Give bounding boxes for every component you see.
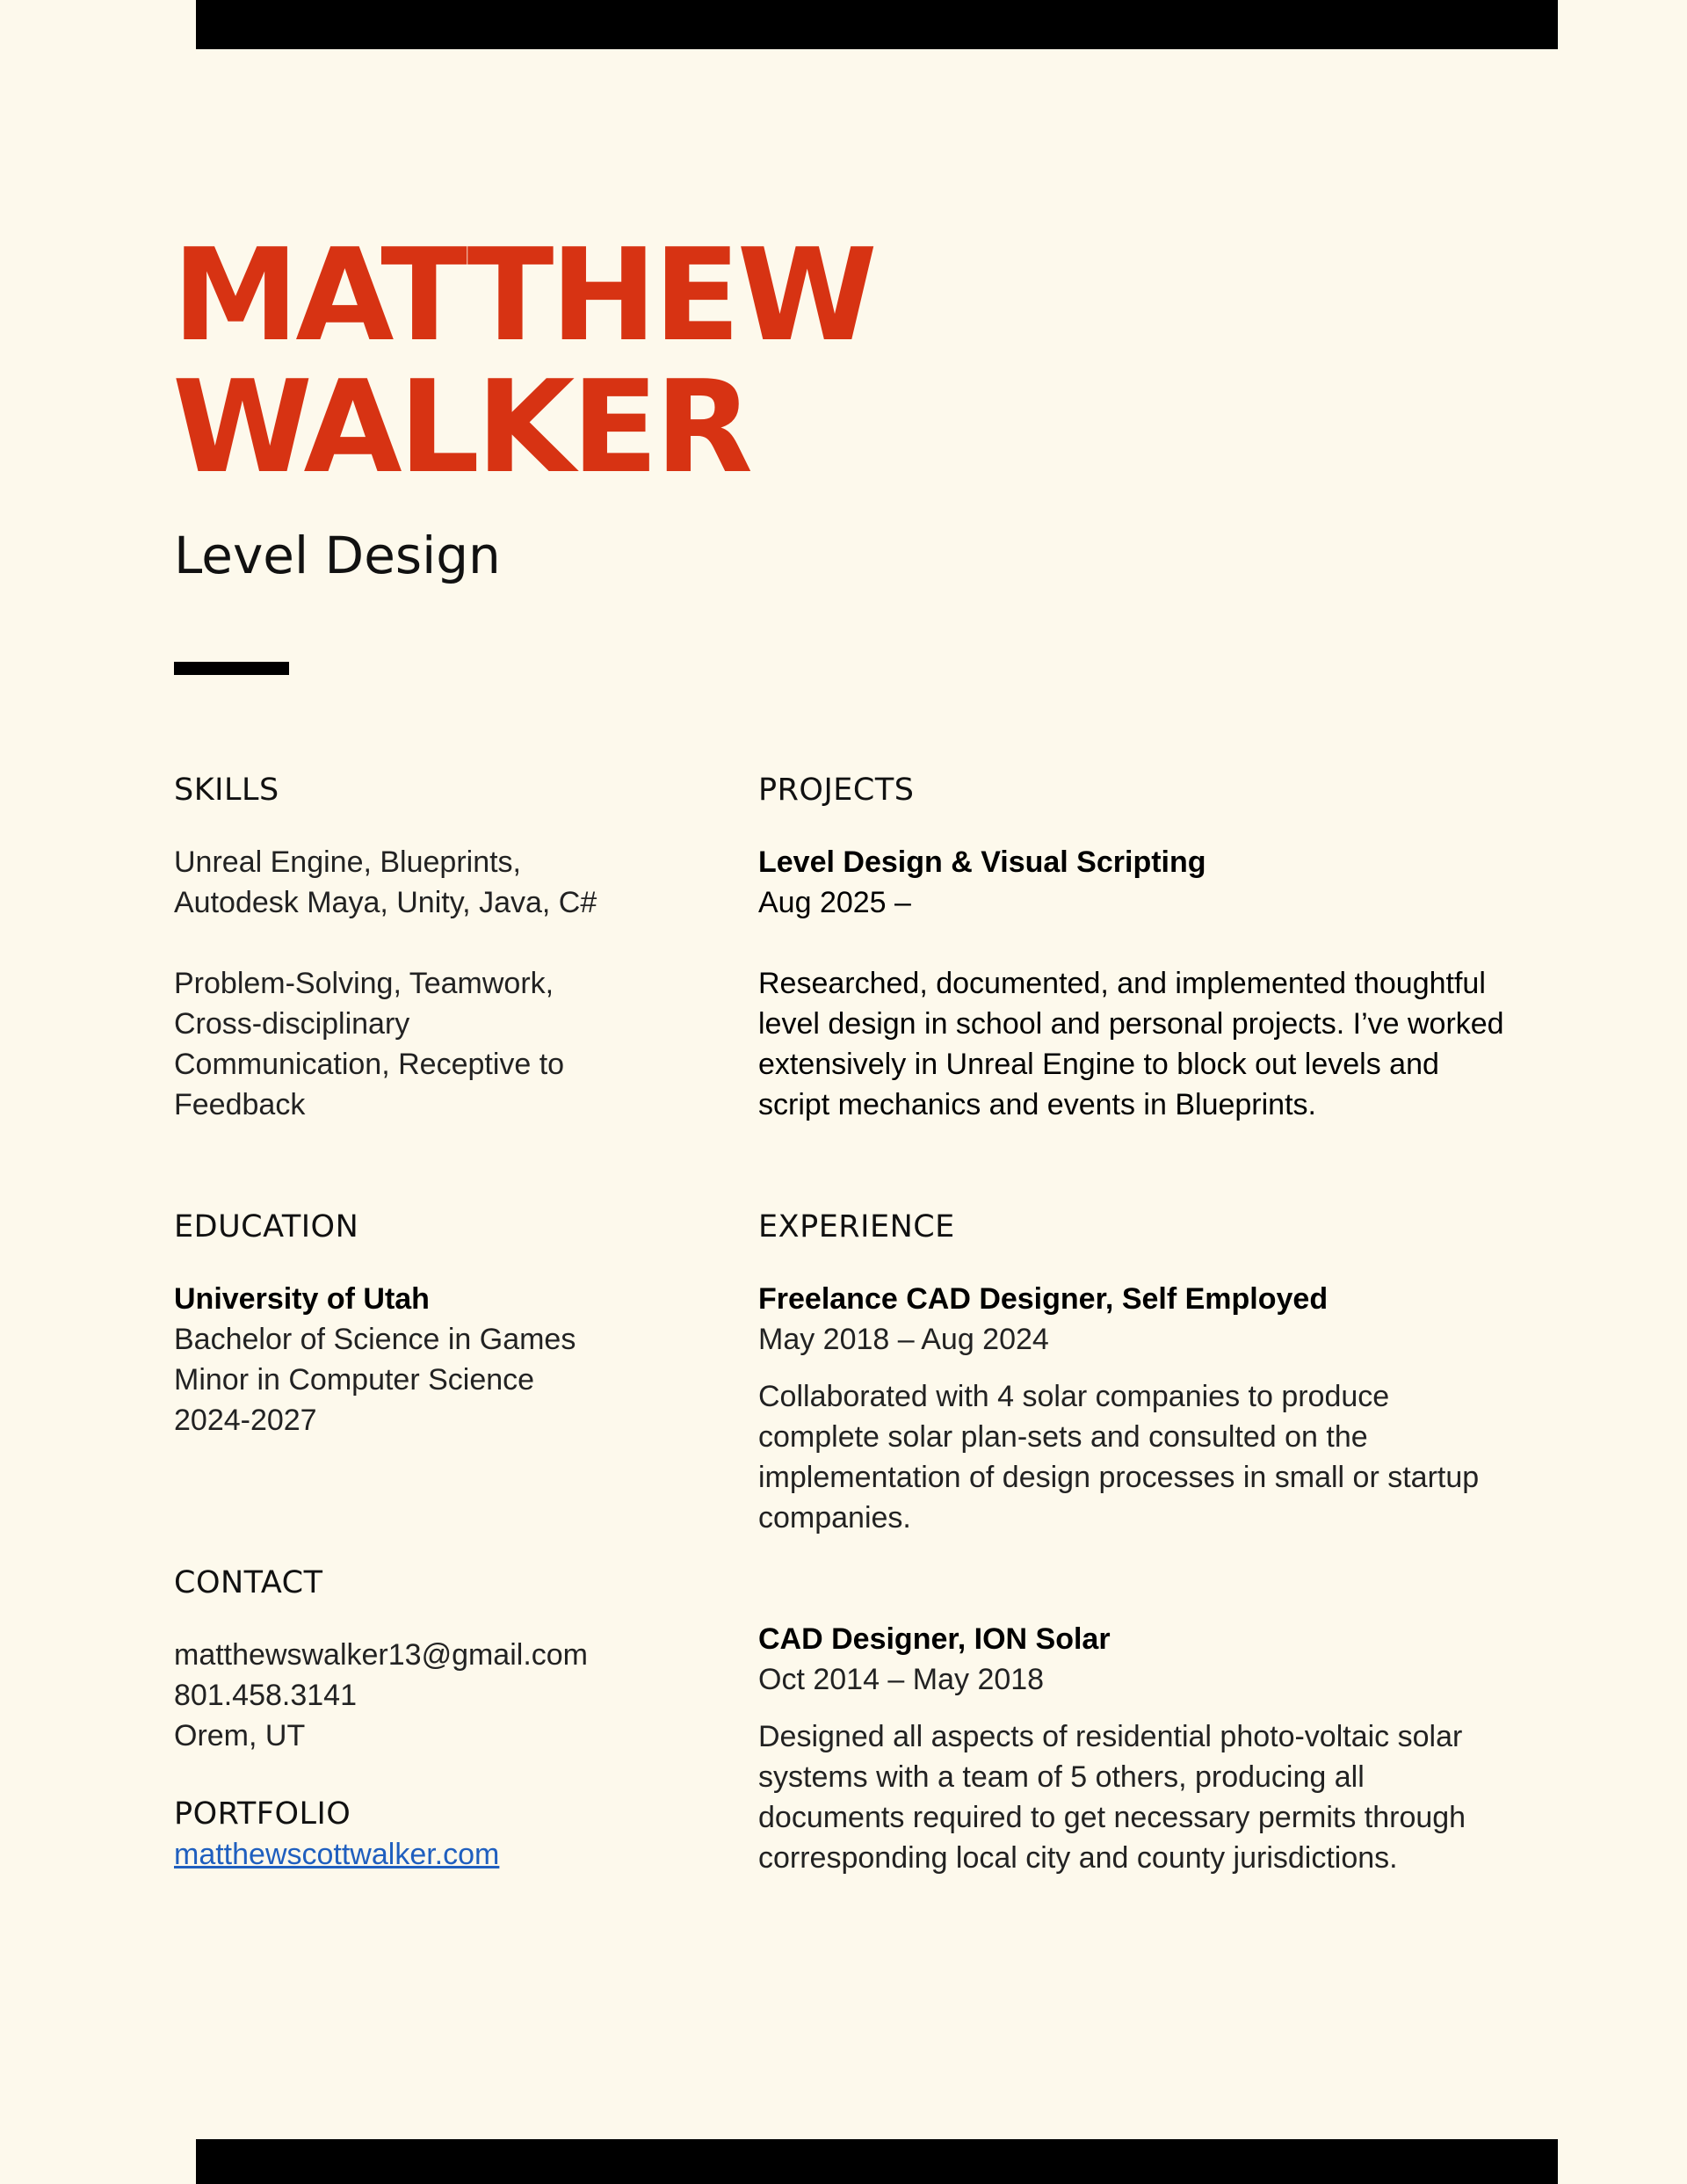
projects-heading: PROJECTS [758, 773, 915, 808]
contact-location: Orem, UT [174, 1719, 306, 1752]
portfolio-heading: PORTFOLIO [174, 1796, 351, 1832]
skills-heading: SKILLS [174, 773, 279, 808]
project-dates: Aug 2025 – [758, 886, 911, 919]
contact-phone: 801.458.3141 [174, 1679, 357, 1712]
accent-divider [174, 662, 289, 675]
job-title: CAD Designer, ION Solar [758, 1622, 1111, 1656]
job-dates: May 2018 – Aug 2024 [758, 1323, 1049, 1356]
school-name: University of Utah [174, 1282, 430, 1316]
experience-entry [758, 1279, 1479, 1538]
job-title: Freelance CAD Designer, Self Employed [758, 1282, 1329, 1316]
bottom-decorative-bar [196, 2139, 1558, 2184]
role-title: Level Design [174, 526, 501, 585]
degree: Bachelor of Science in Games [174, 1323, 576, 1356]
skills-technical-line: Unreal Engine, Blueprints, [174, 845, 522, 879]
job-description-line: companies. [758, 1501, 911, 1535]
job-description-line: Designed all aspects of residential photo-voltaic solar [758, 1720, 1463, 1753]
portfolio-section [174, 1834, 499, 1875]
project-entry [758, 842, 1504, 1125]
project-description-line: script mechanics and events in Blueprints. [758, 1088, 1316, 1121]
skills-soft-line: Communication, Receptive to [174, 1048, 565, 1081]
job-description-line: complete solar plan-sets and consulted on the [758, 1420, 1368, 1454]
job-description-line: documents required to get necessary permits through [758, 1801, 1466, 1834]
first-name: MATTHEW [172, 221, 874, 370]
minor: Minor in Computer Science [174, 1363, 535, 1397]
contact-email: matthewswalker13@gmail.com [174, 1638, 589, 1672]
skills-soft-line: Feedback [174, 1088, 306, 1121]
education-years: 2024-2027 [174, 1404, 317, 1437]
job-description-line: corresponding local city and county jurisdictions. [758, 1841, 1398, 1875]
job-description-line: systems with a team of 5 others, producing all [758, 1760, 1365, 1794]
job-dates: Oct 2014 – May 2018 [758, 1663, 1045, 1696]
contact-section [174, 1635, 588, 1756]
education-section [174, 1279, 576, 1440]
skills-soft-line: Problem-Solving, Teamwork, [174, 967, 554, 1000]
project-title: Level Design & Visual Scripting [758, 845, 1206, 879]
contact-heading: CONTACT [174, 1565, 323, 1600]
education-heading: EDUCATION [174, 1209, 359, 1244]
skills-technical-line: Autodesk Maya, Unity, Java, C# [174, 886, 597, 919]
experience-entry [758, 1619, 1466, 1878]
last-name: WALKER [172, 353, 750, 502]
job-description-line: implementation of design processes in small or startup [758, 1461, 1480, 1494]
portfolio-link[interactable]: matthewscottwalker.com [174, 1838, 500, 1871]
candidate-name [172, 221, 874, 502]
project-description-line: extensively in Unreal Engine to block out levels and [758, 1048, 1439, 1081]
skills-soft-line: Cross-disciplinary [174, 1007, 410, 1041]
skills-section [174, 842, 597, 1125]
top-decorative-bar [196, 0, 1558, 49]
experience-heading: EXPERIENCE [758, 1209, 955, 1244]
project-description-line: level design in school and personal projects. I’ve worked [758, 1007, 1504, 1041]
project-description-line: Researched, documented, and implemented thoughtful [758, 967, 1486, 1000]
job-description-line: Collaborated with 4 solar companies to produce [758, 1380, 1390, 1413]
